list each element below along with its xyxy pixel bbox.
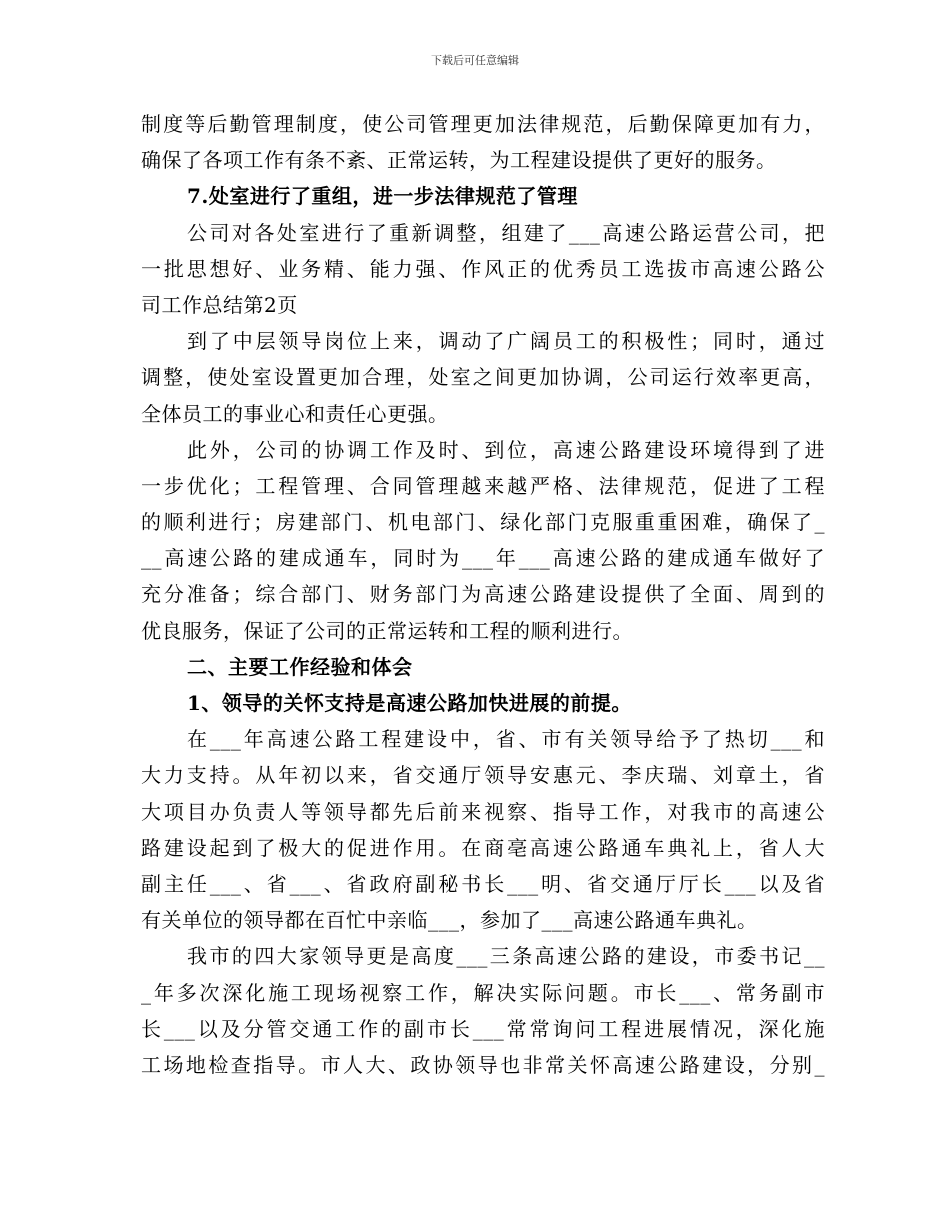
text-line-19: 大力支持。从年初以来，省交通厅领导安惠元、李庆瑞、刘章土，省 bbox=[141, 763, 825, 788]
text-line-9: 全体员工的事业心和责任心更强。 bbox=[141, 401, 449, 426]
text-line-22: 副主任___、省___、省政府副秘书长___明、省交通厅厅长___以及省 bbox=[141, 871, 825, 896]
text-line-13: __高速公路的建成通车，同时为___年___高速公路的建成通车做好了 bbox=[141, 546, 825, 571]
text-line-1: 制度等后勤管理制度，使公司管理更加法律规范，后勤保障更加有力， bbox=[141, 112, 825, 136]
text-line-21: 路建设起到了极大的促进作用。在商亳高速公路通车典礼上，省人大 bbox=[141, 835, 825, 860]
text-line-8: 调整，使处室设置更加合理，处室之间更加协调，公司运行效率更高， bbox=[141, 365, 825, 390]
text-line-15: 优良服务，保证了公司的正常运转和工程的顺利进行。 bbox=[141, 618, 633, 643]
text-line-2: 确保了各项工作有条不紊、正常运转，为工程建设提供了更好的服务。 bbox=[141, 148, 777, 173]
subsection-heading-1: 1、领导的关怀支持是高速公路加快进展的前提。 bbox=[187, 691, 632, 715]
text-line-7: 到了中层领导岗位上来，调动了广阔员工的积极性；同时，通过 bbox=[187, 329, 825, 354]
header-note: 下载后可任意编辑 bbox=[431, 54, 519, 67]
text-line-14: 充分准备；综合部门、财务部门为高速公路建设提供了全面、周到的 bbox=[141, 582, 825, 607]
text-line-6: 司工作总结第2页 bbox=[141, 292, 298, 317]
text-line-26: 长___以及分管交通工作的副市长___常常询问工程进展情况，深化施 bbox=[141, 1016, 825, 1041]
text-line-24: 我市的四大家领导更是高度___三条高速公路的建设，市委书记__ bbox=[187, 944, 825, 969]
text-line-25: _年多次深化施工现场视察工作，解决实际问题。市长___、常务副市 bbox=[141, 980, 825, 1005]
section-heading-7: 7.处室进行了重组，进一步法律规范了管理 bbox=[187, 184, 578, 209]
section-heading-2: 二、主要工作经验和体会 bbox=[187, 654, 413, 679]
text-line-10: 此外，公司的协调工作及时、到位，高速公路建设环境得到了进 bbox=[187, 437, 825, 462]
text-line-5: 一批思想好、业务精、能力强、作风正的优秀员工选拔市高速公路公 bbox=[141, 256, 825, 281]
text-line-20: 大项目办负责人等领导都先后前来视察、指导工作，对我市的高速公 bbox=[141, 799, 825, 824]
text-line-4: 公司对各处室进行了重新调整，组建了___高速公路运营公司，把 bbox=[187, 220, 825, 245]
text-line-11: 一步优化；工程管理、合同管理越来越严格、法律规范，促进了工程 bbox=[141, 473, 825, 498]
document-body bbox=[141, 106, 825, 1083]
text-line-18: 在___年高速公路工程建设中，省、市有关领导给予了热切___和 bbox=[187, 727, 825, 752]
text-line-27: 工场地检查指导。市人大、政协领导也非常关怀高速公路建设，分别_ bbox=[141, 1052, 825, 1077]
text-line-12: 的顺利进行；房建部门、机电部门、绿化部门克服重重困难，确保了_ bbox=[141, 510, 825, 535]
text-line-23: 有关单位的领导都在百忙中亲临___，参加了___高速公路通车典礼。 bbox=[141, 908, 758, 933]
